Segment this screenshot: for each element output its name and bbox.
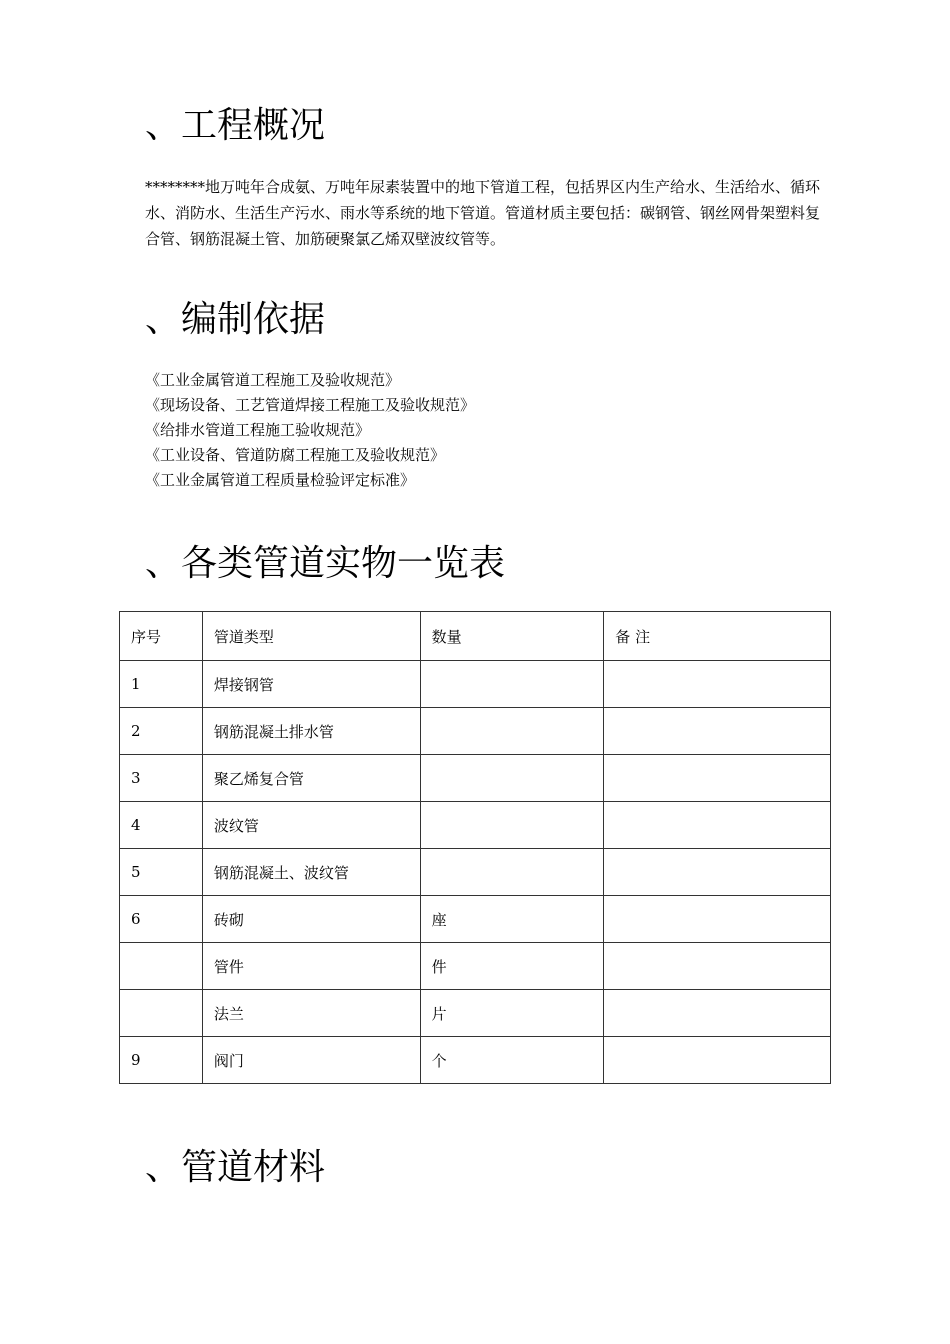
header-cell-remarks: 备 注 — [604, 612, 831, 661]
table-row — [120, 661, 831, 708]
cell-remarks — [604, 661, 831, 708]
cell-quantity: 个 — [420, 1037, 604, 1084]
cell-quantity: 座 — [420, 896, 604, 943]
table-row — [120, 708, 831, 755]
reference-item: 《工业金属管道工程质量检验评定标准》 — [145, 471, 416, 489]
cell-quantity — [420, 802, 604, 849]
cell-index: 4 — [120, 802, 203, 849]
cell-index: 1 — [120, 661, 203, 708]
cell-quantity: 件 — [420, 943, 604, 990]
cell-type: 法兰 — [202, 990, 420, 1037]
table-header-row — [120, 612, 831, 661]
cell-index — [120, 943, 203, 990]
section-title-overview: 、工程概况 — [145, 105, 326, 146]
cell-type: 砖砌 — [202, 896, 420, 943]
cell-index: 5 — [120, 849, 203, 896]
table-row — [120, 896, 831, 943]
reference-list — [145, 368, 475, 493]
cell-type: 钢筋混凝土、波纹管 — [202, 849, 420, 896]
header-cell-index: 序号 — [120, 612, 203, 661]
cell-type: 聚乙烯复合管 — [202, 755, 420, 802]
header-cell-type: 管道类型 — [202, 612, 420, 661]
section-title-materials: 、管道材料 — [145, 1147, 326, 1188]
table-row — [120, 849, 831, 896]
cell-quantity — [420, 661, 604, 708]
cell-type: 钢筋混凝土排水管 — [202, 708, 420, 755]
cell-remarks — [604, 802, 831, 849]
reference-item: 《工业设备、管道防腐工程施工及验收规范》 — [145, 446, 446, 464]
cell-type: 波纹管 — [202, 802, 420, 849]
table-row — [120, 1037, 831, 1084]
cell-type: 阀门 — [202, 1037, 420, 1084]
cell-type: 管件 — [202, 943, 420, 990]
cell-index: 9 — [120, 1037, 203, 1084]
cell-quantity — [420, 708, 604, 755]
cell-quantity: 片 — [420, 990, 604, 1037]
cell-quantity — [420, 755, 604, 802]
cell-index — [120, 990, 203, 1037]
cell-quantity — [420, 849, 604, 896]
cell-type: 焊接钢管 — [202, 661, 420, 708]
header-cell-quantity: 数量 — [420, 612, 604, 661]
table-row — [120, 755, 831, 802]
table-row — [120, 802, 831, 849]
cell-index: 3 — [120, 755, 203, 802]
cell-remarks — [604, 896, 831, 943]
cell-remarks — [604, 849, 831, 896]
section-title-pipe-table: 、各类管道实物一览表 — [145, 543, 506, 584]
section-title-basis: 、编制依据 — [145, 299, 326, 340]
cell-remarks — [604, 990, 831, 1037]
reference-item: 《工业金属管道工程施工及验收规范》 — [145, 371, 401, 389]
cell-remarks — [604, 1037, 831, 1084]
overview-paragraph: ********地万吨年合成氨、万吨年尿素装置中的地下管道工程，包括界区内生产给水、生活给水、循环水、消防水、生活生产污水、雨水等系统的地下管道。管道材质主要包括：碳钢管、钢丝网骨架塑料复合管、钢筋混凝土管、加筋硬聚氯乙烯双壁波纹管等。 — [145, 178, 821, 248]
reference-item: 《现场设备、工艺管道焊接工程施工及验收规范》 — [145, 396, 476, 414]
cell-remarks — [604, 755, 831, 802]
reference-item: 《给排水管道工程施工验收规范》 — [145, 421, 371, 439]
cell-index: 6 — [120, 896, 203, 943]
pipe-inventory-table — [119, 611, 831, 1084]
table-row — [120, 943, 831, 990]
table-row — [120, 990, 831, 1037]
cell-remarks — [604, 708, 831, 755]
cell-remarks — [604, 943, 831, 990]
cell-index: 2 — [120, 708, 203, 755]
